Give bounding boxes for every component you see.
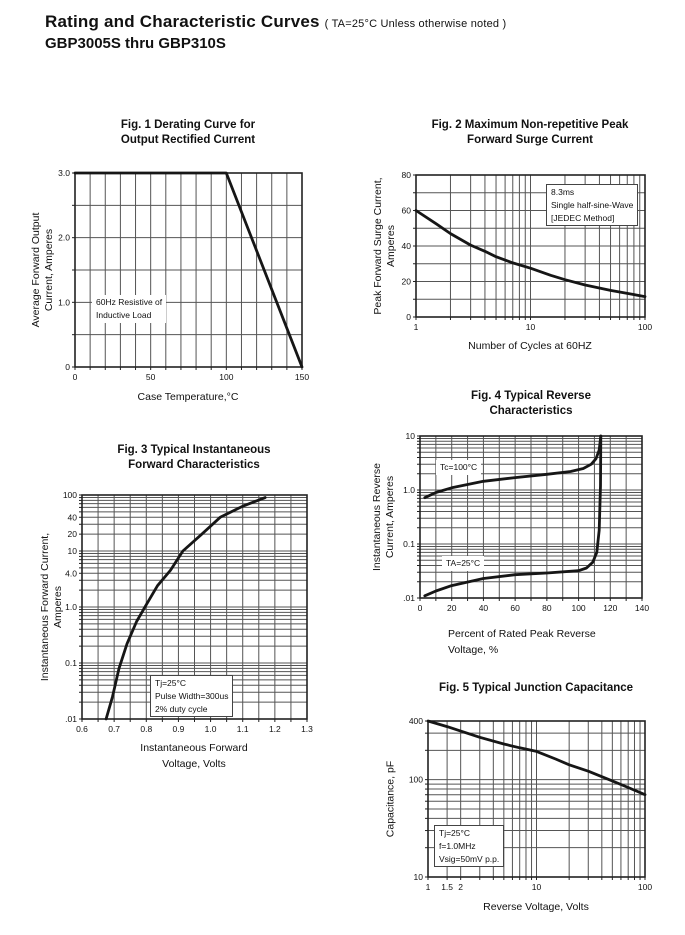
svg-text:1.2: 1.2	[268, 724, 281, 734]
svg-text:1.0: 1.0	[58, 297, 70, 308]
fig4-title	[471, 389, 591, 419]
svg-text:0: 0	[72, 372, 78, 382]
fig1-title-line1: Fig. 1 Derating Curve for	[120, 119, 256, 131]
fig5-y-axis-label: Capacitance, pF	[384, 760, 397, 838]
svg-text:10: 10	[531, 882, 542, 892]
svg-text:3.0: 3.0	[58, 168, 70, 178]
fig2-title-line1: Fig. 2 Maximum Non-repetitive Peak	[431, 119, 629, 131]
fig4-annotation: Tc=100°C	[436, 460, 481, 475]
svg-text:100: 100	[571, 603, 586, 613]
svg-text:0.7: 0.7	[108, 724, 121, 734]
svg-text:60: 60	[510, 603, 520, 613]
svg-text:10: 10	[405, 431, 415, 441]
fig1-x-axis-label: Case Temperature,°C	[137, 391, 239, 403]
fig5-title	[439, 681, 633, 696]
fig3-x-axis-label: Instantaneous Forward Voltage, Volts	[140, 742, 248, 770]
fig2-chart	[371, 118, 677, 378]
fig4-x-axis-label: Percent of Rated Peak Reverse Voltage, %	[448, 628, 596, 656]
fig3-annotation: Tj=25°C Pulse Width=300us 2% duty cycle	[150, 675, 233, 717]
fig5-annotation: Tj=25°C f=1.0MHz Vsig=50mV p.p.	[434, 825, 504, 867]
fig1-annotation: 60Hz Resistive of Inductive Load	[92, 295, 166, 323]
svg-text:400: 400	[408, 716, 423, 726]
svg-text:4.0: 4.0	[65, 568, 77, 579]
svg-text:0.8: 0.8	[140, 724, 153, 734]
svg-text:150: 150	[294, 372, 310, 382]
fig1-title	[121, 118, 255, 148]
fig3-title-line1: Fig. 3 Typical Instantaneous	[117, 444, 271, 456]
svg-text:140: 140	[634, 603, 650, 613]
fig1-y-axis-label: Average Forward Output Current, Amperes	[29, 212, 55, 328]
svg-text:50: 50	[145, 372, 156, 382]
svg-text:10: 10	[413, 872, 423, 882]
fig3-y-axis-label: Instantaneous Forward Current, Amperes	[38, 532, 64, 682]
fig4-annotation: TA=25°C	[442, 556, 484, 571]
svg-text:0.6: 0.6	[76, 724, 88, 734]
fig4-title-line2: Characteristics	[489, 405, 573, 418]
svg-text:1.0: 1.0	[403, 485, 415, 495]
fig4-y-axis-label: Instantaneous Reverse Current, Amperes	[370, 463, 396, 571]
svg-text:2.0: 2.0	[58, 232, 70, 243]
fig5-x-axis-label: Reverse Voltage, Volts	[483, 901, 589, 913]
fig3-title-line2: Forward Characteristics	[128, 459, 260, 472]
svg-text:0: 0	[65, 362, 70, 372]
svg-text:120: 120	[603, 603, 618, 613]
fig1-title-line2: Output Rectified Current	[120, 134, 256, 147]
fig5-plot	[394, 715, 653, 895]
svg-text:20: 20	[446, 603, 457, 613]
fig3-chart	[38, 443, 348, 778]
fig5-title-line1: Fig. 5 Typical Junction Capacitance	[438, 682, 634, 694]
fig4-chart	[370, 389, 676, 679]
svg-text:0: 0	[417, 603, 423, 613]
svg-text:20: 20	[67, 529, 77, 540]
page-title-note: ( TA=25°C Unless otherwise noted )	[324, 18, 507, 30]
page-subtitle: GBP3005S thru GBP310S	[45, 35, 226, 52]
page-title	[45, 12, 506, 32]
svg-text:1.0: 1.0	[65, 602, 77, 612]
svg-text:0: 0	[406, 312, 411, 322]
fig3-title	[117, 443, 270, 473]
svg-text:1.3: 1.3	[301, 724, 313, 734]
svg-text:40: 40	[401, 241, 411, 251]
svg-text:40: 40	[67, 512, 77, 523]
svg-text:1.0: 1.0	[204, 724, 217, 734]
svg-text:100: 100	[219, 372, 234, 382]
svg-text:0.1: 0.1	[403, 539, 415, 549]
svg-text:1.5: 1.5	[441, 882, 454, 892]
svg-text:80: 80	[542, 603, 552, 613]
svg-text:0.1: 0.1	[65, 658, 77, 668]
svg-text:80: 80	[401, 170, 411, 180]
svg-text:1: 1	[425, 882, 431, 892]
svg-text:10: 10	[525, 322, 536, 332]
page-title-text: Rating and Characteristic Curves	[45, 12, 320, 31]
page-header	[45, 12, 506, 52]
fig5-chart	[384, 681, 679, 931]
svg-text:.01: .01	[403, 593, 415, 603]
svg-text:2: 2	[458, 882, 464, 892]
svg-text:.01: .01	[65, 714, 77, 724]
svg-text:100: 100	[62, 490, 77, 500]
fig2-title-line2: Forward Surge Current	[467, 134, 593, 147]
svg-text:1: 1	[413, 322, 419, 332]
svg-text:100: 100	[637, 322, 653, 332]
fig2-y-axis-label: Peak Forward Surge Current, Amperes	[371, 177, 397, 315]
svg-text:100: 100	[637, 882, 653, 892]
svg-text:40: 40	[478, 603, 489, 613]
svg-text:100: 100	[408, 774, 423, 785]
svg-text:0.9: 0.9	[172, 724, 185, 734]
svg-text:10: 10	[67, 546, 77, 556]
fig4-plot	[386, 430, 650, 616]
fig2-annotation: 8.3ms Single half-sine-Wave [JEDEC Method]	[546, 184, 638, 226]
fig2-title	[432, 118, 629, 148]
fig1-chart	[29, 118, 346, 418]
svg-text:1.1: 1.1	[236, 724, 249, 734]
fig4-title-line1: Fig. 4 Typical Reverse	[471, 390, 591, 402]
fig1-plot	[41, 167, 310, 385]
svg-text:60: 60	[401, 205, 411, 216]
svg-text:20: 20	[401, 276, 411, 287]
fig2-x-axis-label: Number of Cycles at 60HZ	[468, 340, 592, 352]
